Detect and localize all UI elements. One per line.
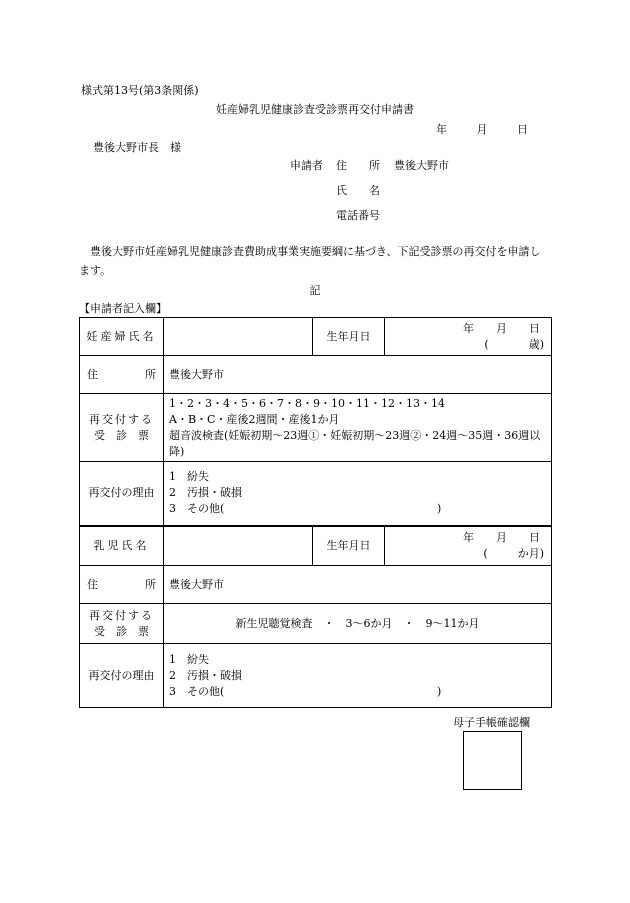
infant-birth-date-line: 年 月 日 (463, 530, 540, 544)
mother-birth-field[interactable] (385, 318, 552, 356)
mother-address-label: 住 所 (80, 356, 164, 394)
date-day-label: 日 (517, 123, 528, 136)
mother-name-label: 妊産婦氏名 (80, 318, 164, 356)
request-statement: 豊後大野市妊産婦乳児健康診査費助成事業実施要綱に基づき、下記受診票の再交付を申請します。 (79, 245, 541, 277)
mother-name-field[interactable] (164, 318, 313, 356)
application-table (79, 317, 552, 708)
mother-ticket-line2: A・B・C・産後2週間・産後1か月 (169, 412, 340, 426)
infant-reason-label: 再交付の理由 (80, 644, 164, 708)
infant-reason-2[interactable]: 2 汚損・破損 (169, 668, 242, 682)
infant-birth-label: 生年月日 (313, 526, 385, 566)
mother-ticket-line3: 超音波検査(妊娠初期～23週①・妊娠初期～23週②・24週～35週・36週以降) (169, 428, 541, 458)
infant-ticket-label: 再交付する 受 診 票 (80, 604, 164, 644)
form-number: 様式第13号(第3条関係) (81, 84, 199, 97)
mother-reason-2[interactable]: 2 汚損・破損 (169, 486, 242, 500)
applicant-phone-label: 電話番号 (336, 209, 380, 222)
mother-ticket-row (80, 394, 552, 462)
infant-reason-row (80, 644, 552, 708)
addressee: 豊後大野市長 様 (93, 141, 181, 154)
infant-age-line: ( か月) (483, 546, 544, 560)
date-month-label: 月 (476, 123, 488, 136)
applicant-address-value: 豊後大野市 (394, 159, 449, 172)
mother-birth-date-line: 年 月 日 (463, 321, 540, 335)
mother-reason-label: 再交付の理由 (80, 462, 164, 526)
infant-address-row (80, 566, 552, 604)
header-date (436, 121, 528, 137)
applicant-name-label: 氏 名 (336, 184, 380, 197)
infant-address-field[interactable]: 豊後大野市 (164, 566, 552, 604)
infant-address-label: 住 所 (80, 566, 164, 604)
mother-ticket-line1: 1・2・3・4・5・6・7・8・9・10・11・12・13・14 (169, 396, 445, 410)
applicant-address-label: 住 所 (336, 159, 380, 172)
mother-address-row (80, 356, 552, 394)
mother-name-row (80, 318, 552, 356)
section-label: 【申請者記入欄】 (79, 302, 167, 315)
mother-address-field[interactable]: 豊後大野市 (164, 356, 552, 394)
mother-age-line: ( 歳) (484, 337, 544, 351)
applicant-label: 申請者 (290, 159, 323, 172)
infant-reason-field[interactable] (164, 644, 552, 708)
boshi-techo-label: 母子手帳確認欄 (453, 716, 530, 729)
infant-birth-field[interactable] (385, 526, 552, 566)
mother-reason-row (80, 462, 552, 526)
infant-name-row (80, 526, 552, 566)
mother-reason-3[interactable]: 3 その他( ) (169, 502, 442, 516)
infant-reason-3[interactable]: 3 その他( ) (169, 684, 442, 698)
infant-ticket-field[interactable]: 新生児聴覚検査 ・ 3～6か月 ・ 9～11か月 (164, 604, 552, 644)
document-title: 妊産婦乳児健康診査受診票再交付申請書 (216, 103, 414, 116)
mother-ticket-field[interactable] (164, 394, 552, 462)
mother-reason-field[interactable] (164, 462, 552, 526)
boshi-techo-stamp-box[interactable] (463, 731, 522, 790)
mother-birth-label: 生年月日 (313, 318, 385, 356)
ki-heading: 記 (309, 284, 321, 297)
infant-name-field[interactable] (164, 526, 313, 566)
infant-name-label: 乳児氏名 (80, 526, 164, 566)
infant-ticket-row (80, 604, 552, 644)
mother-reason-1[interactable]: 1 紛失 (169, 470, 209, 484)
mother-ticket-label: 再交付する 受 診 票 (80, 394, 164, 462)
date-year-label: 年 (436, 123, 447, 136)
infant-reason-1[interactable]: 1 紛失 (169, 652, 209, 666)
